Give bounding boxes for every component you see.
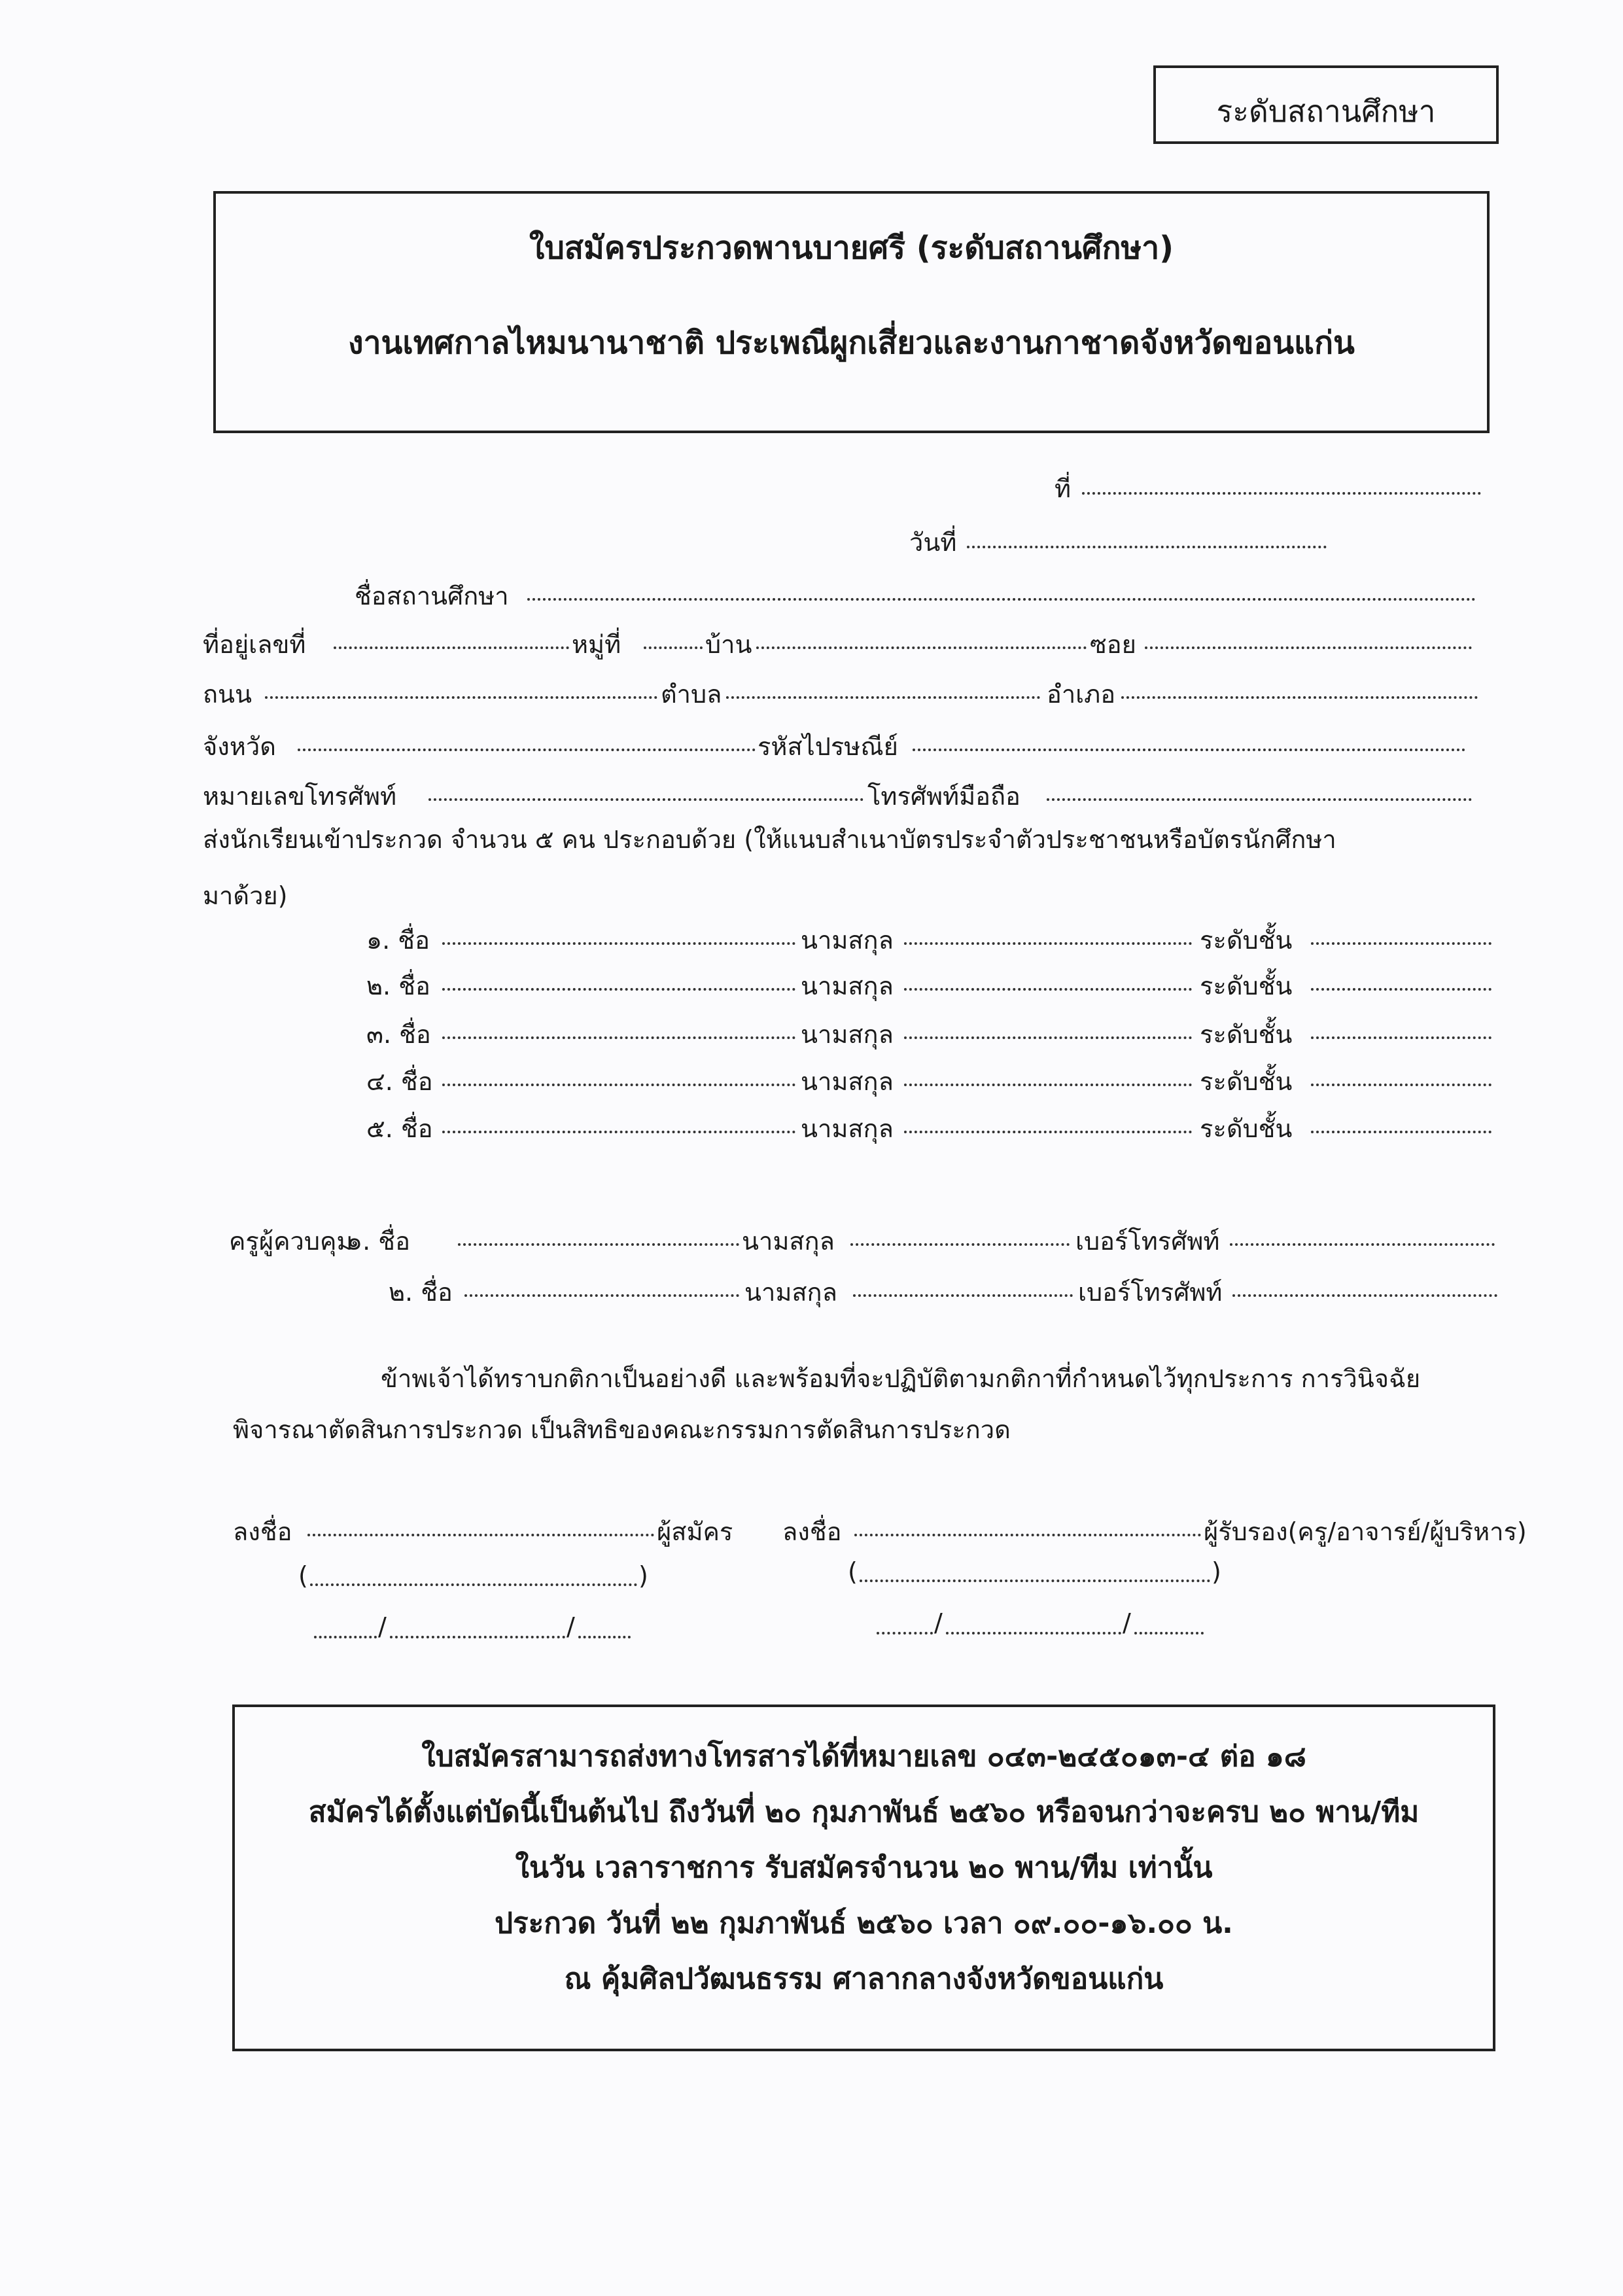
phone-field[interactable] — [428, 798, 864, 801]
village-label: บ้าน — [705, 630, 752, 659]
student-4-name-field[interactable] — [442, 1084, 795, 1086]
address-no-label: ที่อยู่เลขที่ — [203, 630, 306, 659]
applicant-printed-name-field[interactable] — [310, 1583, 637, 1586]
event-title: งานเทศกาลไหมนานาชาติ ประเพณีผูกเสี่ยวและงานกาชาดจังหวัดขอนแก่น — [348, 325, 1355, 361]
teacher-2-name-label: ๒. ชื่อ — [389, 1278, 453, 1307]
notice-box — [232, 1704, 1495, 2051]
student-3-grade-label: ระดับชั้น — [1200, 1020, 1293, 1049]
address-no-field[interactable] — [334, 646, 569, 649]
teacher-1-phone-label: เบอร์โทรศัพท์ — [1075, 1227, 1220, 1256]
student-2-name-label: ๒. ชื่อ — [366, 972, 430, 1000]
student-1-surname-label: นามสกุล — [801, 926, 894, 955]
province-field[interactable] — [298, 749, 756, 751]
soi-label: ซอย — [1090, 630, 1136, 659]
declaration-line-1: ข้าพเจ้าได้ทราบกติกาเป็นอย่างดี และพร้อมที่จะปฏิบัติตามกติกาที่กำหนดไว้ทุกประการ การวินิจฉัย — [381, 1364, 1421, 1393]
notice-line-1: ใบสมัครสามารถส่งทางโทรสารได้ที่หมายเลข ๐๔๓-๒๔๕๐๑๓-๔ ต่อ ๑๘ — [421, 1740, 1306, 1773]
teacher-label: ครูผู้ควบคุม — [229, 1227, 353, 1256]
student-3-grade-field[interactable] — [1311, 1036, 1492, 1039]
certifier-date-slash-2: / — [1123, 1608, 1131, 1637]
no-label: ที่ — [1055, 474, 1072, 503]
student-5-grade-label: ระดับชั้น — [1200, 1114, 1293, 1143]
student-3-surname-label: นามสกุล — [801, 1020, 894, 1049]
subdistrict-label: ตำบล — [661, 680, 722, 709]
applicant-role: ผู้สมัคร — [657, 1517, 733, 1546]
student-3-name-label: ๓. ชื่อ — [366, 1020, 431, 1049]
applicant-date-slash-2: / — [567, 1612, 575, 1641]
student-3-surname-field[interactable] — [904, 1036, 1192, 1039]
applicant-signature-field[interactable] — [307, 1534, 654, 1536]
teacher-2-phone-label: เบอร์โทรศัพท์ — [1078, 1278, 1223, 1307]
province-label: จังหวัด — [203, 732, 276, 761]
certifier-day-field[interactable] — [877, 1632, 933, 1634]
student-2-surname-field[interactable] — [904, 988, 1192, 991]
student-4-surname-field[interactable] — [904, 1084, 1192, 1086]
student-5-surname-label: นามสกุล — [801, 1114, 894, 1143]
school-name-field[interactable] — [527, 598, 1476, 601]
student-2-surname-label: นามสกุล — [801, 972, 894, 1000]
teacher-1-surname-field[interactable] — [850, 1243, 1070, 1246]
applicant-day-field[interactable] — [314, 1636, 377, 1638]
applicant-month-field[interactable] — [390, 1636, 565, 1638]
student-4-name-label: ๔. ชื่อ — [366, 1067, 433, 1096]
no-field[interactable] — [1082, 492, 1481, 495]
teacher-1-phone-field[interactable] — [1230, 1243, 1495, 1246]
teacher-1-surname-label: นามสกุล — [742, 1227, 835, 1256]
moo-field[interactable] — [644, 646, 703, 649]
certifier-printed-name-field[interactable] — [860, 1580, 1210, 1582]
certifier-date-slash-1: / — [934, 1608, 943, 1637]
teacher-2-name-field[interactable] — [464, 1294, 739, 1297]
student-1-surname-field[interactable] — [904, 942, 1192, 945]
notice-line-4: ประกวด วันที่ ๒๒ กุมภาพันธ์ ๒๕๖๐ เวลา ๐๙.๐๐-๑๖.๐๐ น. — [495, 1907, 1233, 1940]
mobile-label: โทรศัพท์มือถือ — [867, 782, 1021, 811]
road-field[interactable] — [265, 696, 657, 699]
teacher-1-name-field[interactable] — [458, 1243, 739, 1246]
notice-line-5: ณ คุ้มศิลปวัฒนธรรม ศาลากลางจังหวัดขอนแก่น — [564, 1962, 1164, 1996]
student-1-grade-field[interactable] — [1311, 942, 1492, 945]
student-5-grade-field[interactable] — [1311, 1131, 1492, 1133]
applicant-paren-close: ) — [638, 1561, 648, 1590]
certifier-sign-label: ลงชื่อ — [782, 1517, 842, 1546]
student-2-grade-label: ระดับชั้น — [1200, 972, 1293, 1000]
school-name-label: ชื่อสถานศึกษา — [355, 582, 509, 610]
student-5-name-label: ๕. ชื่อ — [366, 1114, 433, 1143]
village-field[interactable] — [756, 646, 1087, 649]
road-label: ถนน — [203, 680, 252, 709]
student-2-grade-field[interactable] — [1311, 988, 1492, 991]
certifier-year-field[interactable] — [1134, 1632, 1204, 1634]
form-title: ใบสมัครประกวดพานบายศรี (ระดับสถานศึกษา) — [529, 230, 1174, 266]
teacher-2-phone-field[interactable] — [1232, 1294, 1497, 1297]
date-label: วันที่ — [909, 528, 957, 557]
applicant-sign-label: ลงชื่อ — [233, 1517, 292, 1546]
teacher-1-name-label: ๑. ชื่อ — [347, 1227, 410, 1256]
postcode-field[interactable] — [913, 749, 1465, 751]
student-1-name-field[interactable] — [442, 942, 795, 945]
student-4-grade-label: ระดับชั้น — [1200, 1067, 1293, 1096]
applicant-date-slash-1: / — [378, 1612, 387, 1641]
level-box — [1153, 65, 1499, 144]
student-4-grade-field[interactable] — [1311, 1084, 1492, 1086]
student-1-name-label: ๑. ชื่อ — [366, 926, 430, 955]
subdistrict-field[interactable] — [726, 696, 1040, 699]
student-5-surname-field[interactable] — [904, 1131, 1192, 1133]
student-5-name-field[interactable] — [442, 1131, 795, 1133]
notice-line-2: สมัครได้ตั้งแต่บัดนี้เป็นต้นไป ถึงวันที่ ๒๐ กุมภาพันธ์ ๒๕๖๐ หรือจนกว่าจะครบ ๒๐ พาน/ทีม — [308, 1795, 1420, 1829]
date-field[interactable] — [967, 546, 1327, 548]
applicant-paren-open: ( — [298, 1561, 308, 1590]
header-box — [213, 191, 1490, 433]
certifier-role: ผู้รับรอง(ครู/อาจารย์/ผู้บริหาร) — [1204, 1517, 1527, 1546]
level-label: ระดับสถานศึกษา — [1216, 94, 1436, 129]
phone-label: หมายเลขโทรศัพท์ — [203, 782, 397, 811]
teacher-2-surname-field[interactable] — [853, 1294, 1073, 1297]
notice-line-3: ในวัน เวลาราชการ รับสมัครจำนวน ๒๐ พาน/ทีม เท่านั้น — [515, 1851, 1213, 1884]
certifier-paren-open: ( — [848, 1557, 858, 1586]
certifier-paren-close: ) — [1212, 1557, 1221, 1586]
student-2-name-field[interactable] — [442, 988, 795, 991]
certifier-signature-field[interactable] — [854, 1534, 1201, 1536]
soi-field[interactable] — [1145, 646, 1472, 649]
teacher-2-surname-label: นามสกุล — [744, 1278, 837, 1307]
mobile-field[interactable] — [1047, 798, 1472, 801]
postcode-label: รหัสไปรษณีย์ — [758, 732, 898, 761]
student-3-name-field[interactable] — [442, 1036, 795, 1039]
moo-label: หมู่ที่ — [572, 630, 621, 659]
district-field[interactable] — [1121, 696, 1478, 699]
district-label: อำเภอ — [1047, 680, 1116, 709]
certifier-month-field[interactable] — [946, 1632, 1121, 1634]
applicant-year-field[interactable] — [578, 1636, 631, 1638]
students-intro: ส่งนักเรียนเข้าประกวด จำนวน ๕ คน ประกอบด้วย (ให้แนบสำเนาบัตรประจำตัวประชาชนหรือบัตรนักศึกษา — [203, 825, 1336, 854]
students-intro-2: มาด้วย) — [203, 881, 288, 910]
student-4-surname-label: นามสกุล — [801, 1067, 894, 1096]
declaration-line-2: พิจารณาตัดสินการประกวด เป็นสิทธิของคณะกรรมการตัดสินการประกวด — [233, 1415, 1011, 1444]
student-1-grade-label: ระดับชั้น — [1200, 926, 1293, 955]
